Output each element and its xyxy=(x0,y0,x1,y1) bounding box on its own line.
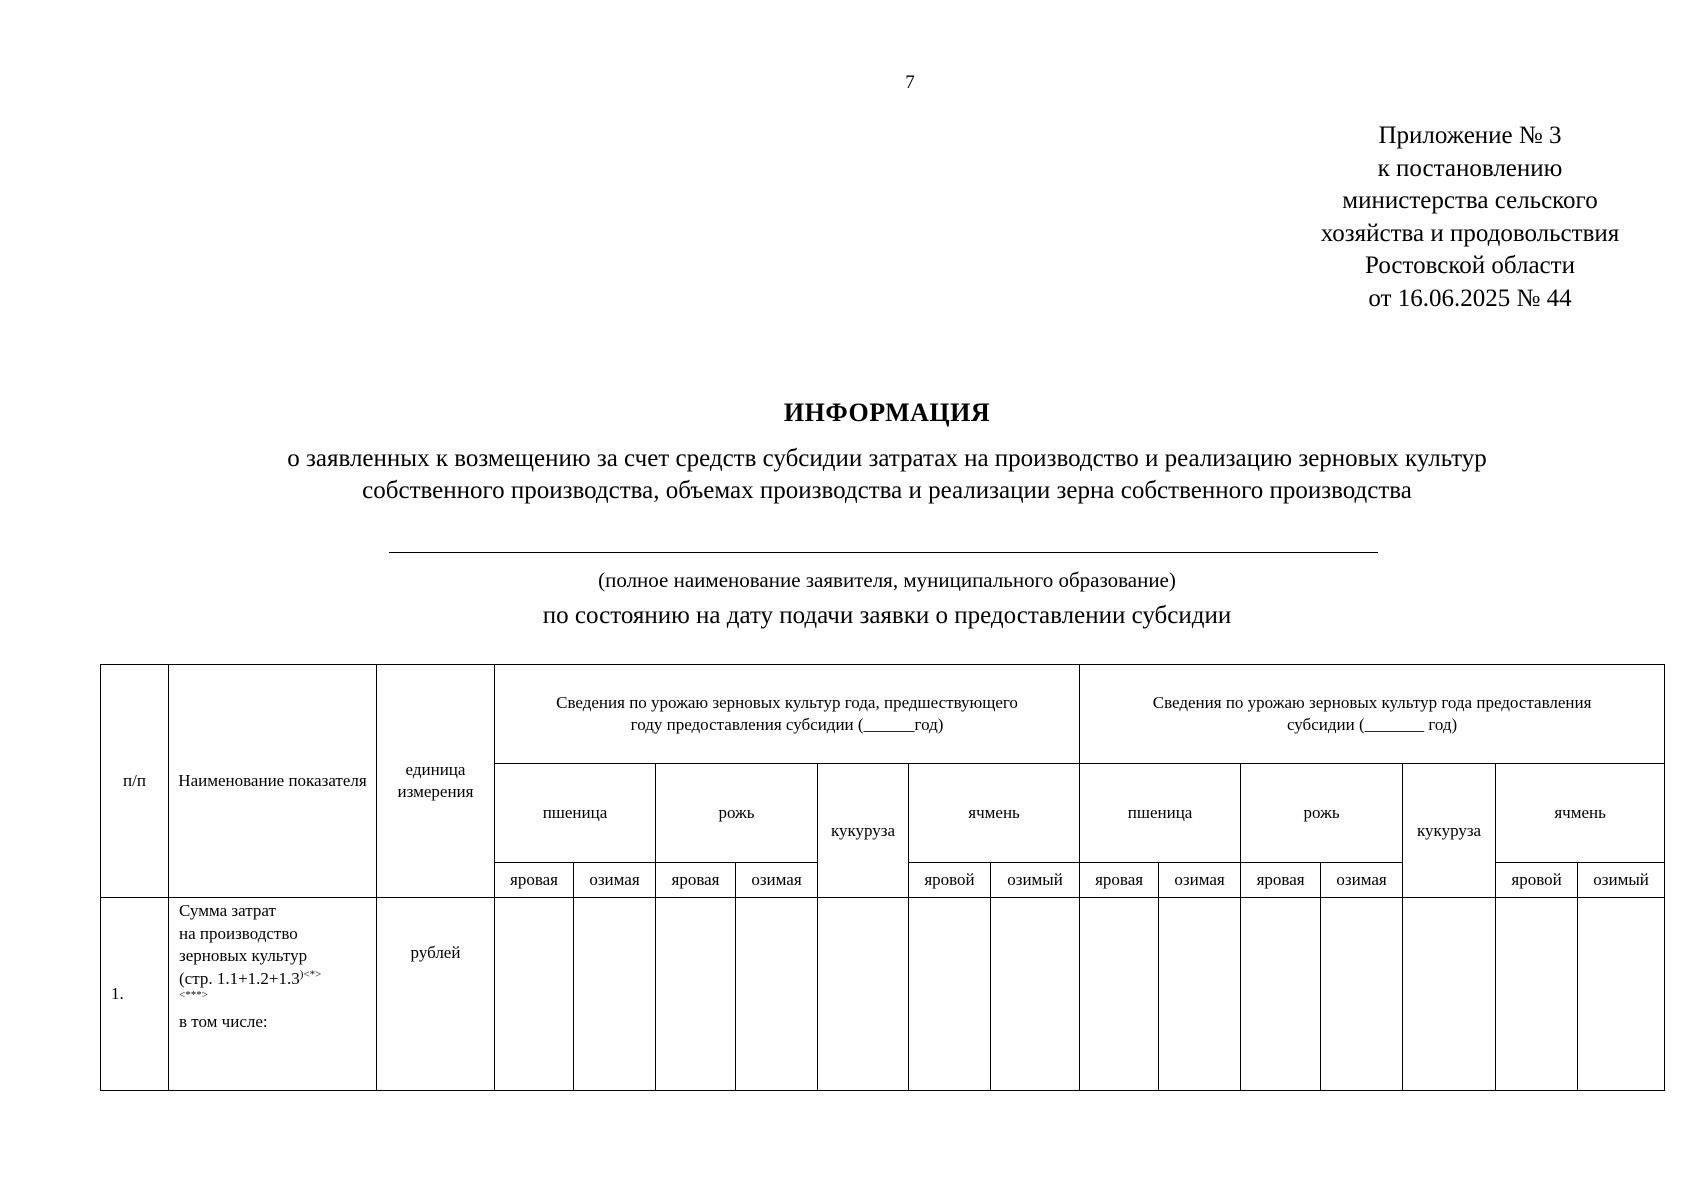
applicant-fill-line xyxy=(389,552,1378,553)
appendix-line: хозяйства и продовольствия xyxy=(1320,219,1620,247)
header-winter: озимый xyxy=(1578,863,1665,898)
subtitle-line: о заявленных к возмещению за счет средств субсидии затратах на производство и реализацию зерновых культур xyxy=(287,445,1487,472)
data-cell[interactable] xyxy=(1159,898,1241,1091)
appendix-block xyxy=(1270,120,1670,315)
data-cell[interactable] xyxy=(1578,898,1665,1091)
group-line: субсидии (_______ год) xyxy=(1286,715,1458,734)
header-unit: единица измерения xyxy=(377,665,495,898)
group-line: Сведения по урожаю зерновых культур года предоставления xyxy=(1152,693,1592,712)
data-cell[interactable] xyxy=(495,898,574,1091)
header-barley: ячмень xyxy=(1496,764,1665,863)
footnote-mark: <***> xyxy=(179,989,208,1001)
data-cell[interactable] xyxy=(991,898,1080,1091)
header-spring: яровой xyxy=(1496,863,1578,898)
header-rye: рожь xyxy=(656,764,818,863)
data-cell[interactable] xyxy=(1496,898,1578,1091)
data-cell[interactable] xyxy=(1241,898,1321,1091)
page-number: 7 xyxy=(905,72,915,93)
appendix-line: к постановлению xyxy=(1377,154,1563,182)
label-line: в том числе: xyxy=(179,1012,268,1031)
header-rye: рожь xyxy=(1241,764,1403,863)
data-table xyxy=(100,664,1665,1091)
header-barley: ячмень xyxy=(909,764,1080,863)
header-winter: озимая xyxy=(736,863,818,898)
header-group-current-year xyxy=(1080,665,1665,764)
data-cell[interactable] xyxy=(574,898,656,1091)
footnote-mark: )<*> xyxy=(299,967,322,980)
header-spring: яровая xyxy=(495,863,574,898)
header-corn: кукуруза xyxy=(818,764,909,898)
data-cell[interactable] xyxy=(656,898,736,1091)
applicant-note: (полное наименование заявителя, муниципального образование) xyxy=(598,568,1176,592)
data-cell[interactable] xyxy=(818,898,909,1091)
header-winter: озимый xyxy=(991,863,1080,898)
row-unit: рублей xyxy=(377,898,495,1091)
subtitle-line: собственного производства, объемах производства и реализации зерна собственного производства xyxy=(362,477,1412,504)
data-cell[interactable] xyxy=(909,898,991,1091)
state-line: по состоянию на дату подачи заявки о предоставлении субсидии xyxy=(542,602,1232,629)
row-label xyxy=(169,898,377,1091)
header-spring: яровой xyxy=(909,863,991,898)
header-wheat: пшеница xyxy=(1080,764,1241,863)
header-wheat: пшеница xyxy=(495,764,656,863)
header-spring: яровая xyxy=(656,863,736,898)
label-line: на производство xyxy=(179,923,298,943)
formula-text: (стр. 1.1+1.2+1.3 xyxy=(179,968,300,988)
document-subtitle xyxy=(160,443,1614,507)
header-winter: озимая xyxy=(574,863,656,898)
label-line: зерновых культур xyxy=(179,946,308,965)
header-winter: озимая xyxy=(1321,863,1403,898)
header-indicator: Наименование показателя xyxy=(169,665,377,898)
header-num: п/п xyxy=(101,665,169,898)
data-cell[interactable] xyxy=(736,898,818,1091)
group-line: году предоставления субсидии (______год) xyxy=(630,715,944,734)
appendix-line: министерства сельского xyxy=(1342,187,1598,214)
header-group-previous-year xyxy=(495,665,1080,764)
appendix-line: Приложение № 3 xyxy=(1378,122,1562,149)
label-line: Сумма затрат xyxy=(179,901,276,920)
appendix-line: Ростовской области xyxy=(1365,252,1575,279)
row-number: 1. xyxy=(101,898,169,1091)
data-cell[interactable] xyxy=(1321,898,1403,1091)
header-winter: озимая xyxy=(1159,863,1241,898)
data-cell[interactable] xyxy=(1080,898,1159,1091)
document-title: ИНФОРМАЦИЯ xyxy=(783,398,991,427)
label-line xyxy=(179,968,372,991)
header-spring: яровая xyxy=(1241,863,1321,898)
group-line: Сведения по урожаю зерновых культур года, предшествующего xyxy=(556,693,1018,712)
appendix-line: от 16.06.2025 № 44 xyxy=(1368,284,1572,312)
header-corn: кукуруза xyxy=(1403,764,1496,898)
data-cell[interactable] xyxy=(1403,898,1496,1091)
header-spring: яровая xyxy=(1080,863,1159,898)
table-row xyxy=(101,898,1665,1091)
